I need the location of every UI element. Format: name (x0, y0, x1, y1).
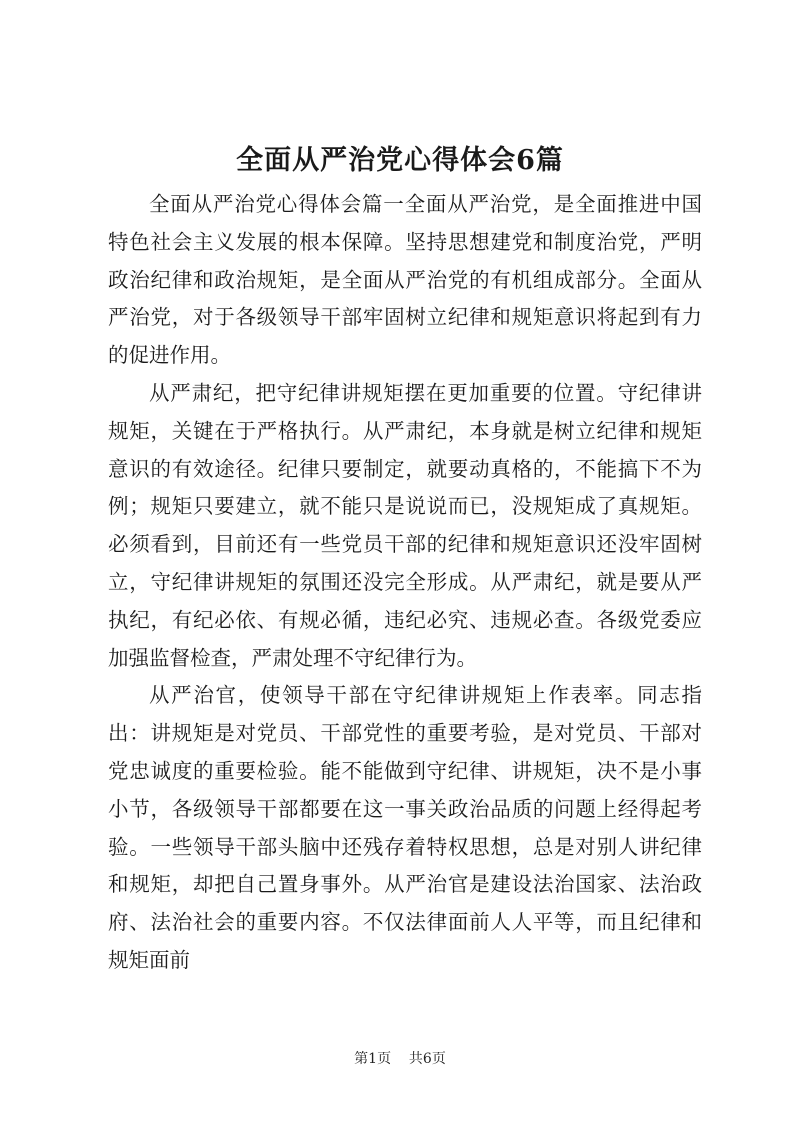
paragraph-2: 从严肃纪，把守纪律讲规矩摆在更加重要的位置。守纪律讲规矩，关键在于严格执行。从严肃纪，本身就是树立纪律和规矩意识的有效途径。纪律只要制定，就要动真格的，不能搞下不为例；规矩只要建立，就不能只是说说而已，没规矩成了真规矩。必须看到，目前还有一些党员干部的纪律和规矩意识还没牢固树立，守纪律讲规矩的氛围还没完全形成。从严肃纪，就是要从严执纪，有纪必依、有规必循，违纪必究、违规必查。各级党委应加强监督检查，严肃处理不守纪律行为。 (108, 380, 702, 670)
page-number: 第1页 (354, 1051, 392, 1067)
page-footer (0, 1049, 800, 1069)
document-body (108, 186, 702, 980)
paragraph-1: 全面从严治党心得体会篇一全面从严治党，是全面推进中国特色社会主义发展的根本保障。坚持思想建党和制度治党，严明政治纪律和政治规矩，是全面从严治党的有机组成部分。全面从严治党，对于各级领导干部牢固树立纪律和规矩意识将起到有力的促进作用。 (108, 192, 702, 368)
footer-spacer (396, 1051, 405, 1067)
page-total: 共6页 (408, 1051, 446, 1067)
document-title: 全面从严治党心得体会6篇 (236, 145, 564, 176)
paragraph-3: 从严治官，使领导干部在守纪律讲规矩上作表率。同志指出：讲规矩是对党员、干部党性的重要考验，是对党员、干部对党忠诚度的重要检验。能不能做到守纪律、讲规矩，决不是小事小节，各级领导干部都要在这一事关政治品质的问题上经得起考验。一些领导干部头脑中还残存着特权思想，总是对别人讲纪律和规矩，却把自己置身事外。从严治官是建设法治国家、法治政府、法治社会的重要内容。不仅法律面前人人平等，而且纪律和规矩面前 (108, 683, 702, 972)
